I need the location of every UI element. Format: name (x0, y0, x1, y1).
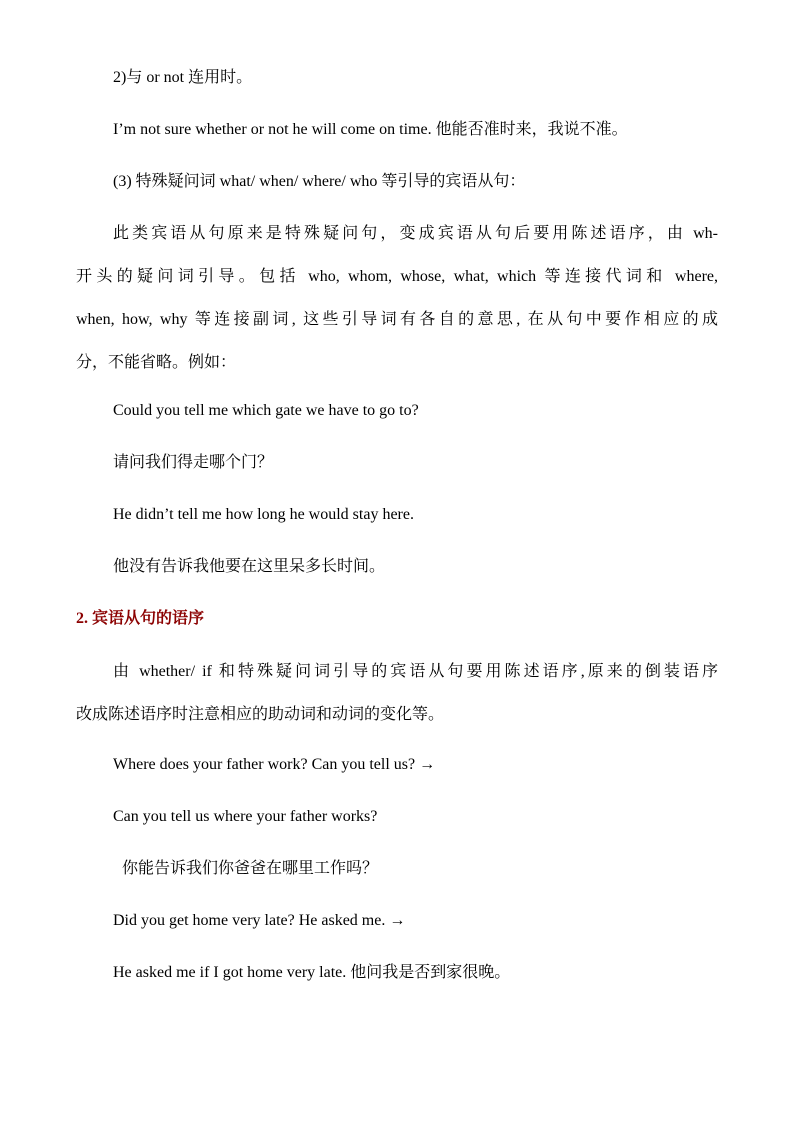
section-heading: 2. 宾语从句的语序 (76, 610, 205, 627)
wh-subheading: (3) 特殊疑问词 what/ when/ where/ who 等引导的宾语从句： (113, 173, 526, 190)
example-answer: He asked me if I got home very late. 他问我是否到家很晚。 (113, 964, 511, 981)
paragraph-line: 开头的疑问词引导。包括 who, whom, whose, what, which 等连接代词和 where, (76, 268, 718, 285)
wh-explanation-paragraph (76, 212, 718, 384)
example-chinese: 你能告诉我们你爸爸在哪里工作吗？ (122, 860, 379, 877)
paragraph-line: when, how, why 等连接副词, 这些引导词有各自的意思, 在从句中要作相应的成 (76, 311, 718, 328)
paragraph-line: 由 whether/ if 和特殊疑问词引导的宾语从句要用陈述语序,原来的倒装语序 (113, 663, 718, 680)
or-not-subheading: 2)与 or not 连用时。 (113, 69, 253, 86)
example-answer: Can you tell us where your father works? (113, 808, 378, 825)
example-question: Where does your father work? Can you tell us? → (113, 756, 436, 773)
or-not-example: I’m not sure whether or not he will come on time. 他能否准时来，我说不准。 (113, 121, 628, 138)
example-english: He didn’t tell me how long he would stay here. (113, 506, 414, 523)
paragraph-line: 此类宾语从句原来是特殊疑问句，变成宾语从句后要用陈述语序，由 wh- (113, 225, 718, 242)
example-english: Could you tell me which gate we have to go to? (113, 402, 419, 419)
example-chinese: 他没有告诉我他要在这里呆多长时间。 (113, 558, 386, 575)
word-order-paragraph (76, 650, 718, 736)
paragraph-line: 改成陈述语序时注意相应的助动词和动词的变化等。 (76, 706, 445, 723)
paragraph-line: 分，不能省略。例如： (76, 354, 237, 371)
example-chinese: 请问我们得走哪个门？ (113, 454, 274, 471)
example-question: Did you get home very late? He asked me. → (113, 912, 406, 929)
